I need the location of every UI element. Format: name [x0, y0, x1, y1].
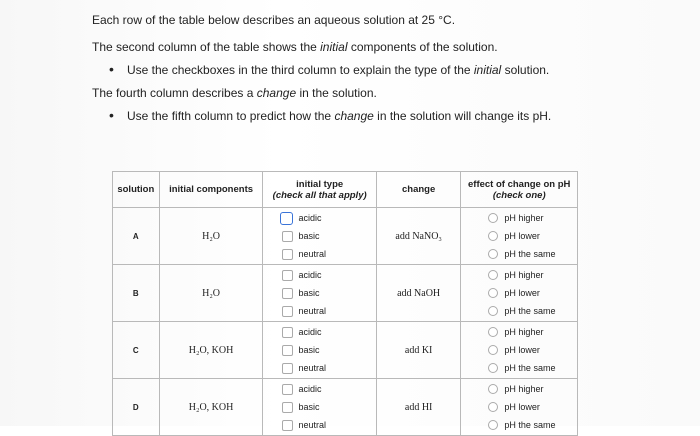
radio-button[interactable]: [488, 327, 498, 337]
solution-label: D: [113, 379, 160, 436]
radio-button[interactable]: [488, 384, 498, 394]
radio-label: pH higher: [504, 327, 544, 337]
initial-components: H₂O: [159, 208, 263, 265]
radio-button[interactable]: [488, 306, 498, 316]
type-option-neutral[interactable]: [264, 416, 374, 434]
checkbox-label: neutral: [298, 420, 327, 430]
solution-label: B: [113, 265, 160, 322]
table-row: [113, 379, 578, 436]
type-checkbox-group: [264, 266, 374, 320]
checkbox-label: basic: [298, 402, 320, 412]
instruction-bullets-1: [92, 62, 682, 78]
instruction-text: Use the checkboxes in the third column to explain the type of the: [127, 63, 474, 77]
header-effect-hint: (check one): [492, 189, 546, 201]
effect-radio-group: [462, 266, 576, 320]
checkbox[interactable]: [282, 306, 293, 317]
checkbox-label: basic: [298, 345, 320, 355]
type-option-acidic[interactable]: [264, 209, 374, 227]
type-checkbox-group: [264, 323, 374, 377]
checkbox[interactable]: [282, 420, 293, 431]
instruction-text: in the solution will change its pH.: [373, 109, 552, 123]
checkbox-label: basic: [298, 288, 320, 298]
instruction-emphasis: change: [334, 109, 374, 123]
checkbox-label: basic: [298, 231, 320, 241]
effect-radio-group: [462, 209, 576, 263]
initial-components: H₂O: [159, 265, 263, 322]
radio-button[interactable]: [488, 231, 498, 241]
instruction-line-2: [92, 39, 682, 55]
effect-cell: [461, 208, 578, 265]
effect-option-ph-lower[interactable]: [462, 398, 576, 416]
solution-label: A: [113, 208, 160, 265]
type-option-neutral[interactable]: [264, 245, 374, 263]
header-initial-type-hint: (check all that apply): [272, 189, 367, 201]
radio-label: pH lower: [504, 402, 540, 412]
checkbox-label: acidic: [298, 384, 322, 394]
type-option-basic[interactable]: [264, 398, 374, 416]
solution-label: C: [113, 322, 160, 379]
radio-button[interactable]: [488, 345, 498, 355]
type-option-acidic[interactable]: [264, 266, 374, 284]
instruction-text: The second column of the table shows the: [92, 40, 321, 54]
type-option-basic[interactable]: [264, 341, 374, 359]
checkbox[interactable]: [280, 212, 293, 225]
checkbox[interactable]: [282, 363, 293, 374]
checkbox-label: acidic: [298, 213, 322, 223]
type-option-neutral[interactable]: [264, 359, 374, 377]
initial-type-cell: [263, 265, 376, 322]
effect-option-ph-higher[interactable]: [462, 323, 576, 341]
effect-radio-group: [462, 323, 576, 377]
change-description: add KI: [376, 322, 461, 379]
instruction-line-3: [92, 85, 682, 101]
instruction-text: components of the solution.: [347, 40, 498, 54]
checkbox-label: neutral: [298, 306, 327, 316]
radio-label: pH the same: [504, 306, 556, 316]
change-description: add NaOH: [376, 265, 461, 322]
header-change: change: [376, 172, 461, 208]
instruction-line-1: [92, 12, 682, 28]
type-option-neutral[interactable]: [264, 302, 374, 320]
instruction-emphasis: initial: [473, 63, 502, 77]
initial-components: H₂O, KOH: [159, 379, 263, 436]
header-initial-type: [263, 172, 376, 208]
radio-button[interactable]: [488, 249, 498, 259]
radio-button[interactable]: [488, 270, 498, 280]
instruction-emphasis: initial: [320, 40, 348, 54]
change-description: add NaNO₃: [376, 208, 461, 265]
effect-option-ph-higher[interactable]: [462, 380, 576, 398]
radio-label: pH the same: [504, 363, 556, 373]
radio-button[interactable]: [488, 363, 498, 373]
radio-label: pH higher: [504, 270, 544, 280]
radio-label: pH lower: [504, 345, 540, 355]
instruction-emphasis: change: [256, 86, 297, 100]
type-option-acidic[interactable]: [264, 380, 374, 398]
initial-type-cell: [263, 208, 376, 265]
instruction-text: Each row of the table below describes an aqueous solution at 25 °C.: [92, 13, 456, 27]
effect-option-ph-higher[interactable]: [462, 266, 576, 284]
effect-cell: [461, 322, 578, 379]
radio-label: pH the same: [504, 249, 556, 259]
checkbox[interactable]: [282, 327, 293, 338]
checkbox[interactable]: [282, 345, 293, 356]
checkbox[interactable]: [282, 288, 293, 299]
radio-label: pH lower: [504, 288, 540, 298]
radio-label: pH higher: [504, 384, 544, 394]
effect-cell: [461, 265, 578, 322]
checkbox[interactable]: [282, 402, 293, 413]
instruction-bullets-2: [92, 108, 682, 124]
type-checkbox-group: [264, 209, 374, 263]
initial-type-cell: [263, 379, 376, 436]
instruction-text: in the solution.: [296, 86, 377, 100]
header-effect: [461, 172, 578, 208]
radio-label: pH lower: [504, 231, 540, 241]
checkbox-label: neutral: [298, 249, 327, 259]
type-option-basic[interactable]: [264, 284, 374, 302]
type-option-basic[interactable]: [264, 227, 374, 245]
radio-button[interactable]: [488, 402, 498, 412]
checkbox-label: acidic: [298, 327, 322, 337]
checkbox[interactable]: [282, 384, 293, 395]
instruction-text: solution.: [501, 63, 550, 77]
radio-button[interactable]: [488, 288, 498, 298]
radio-button[interactable]: [488, 420, 498, 430]
effect-option-ph-the-same[interactable]: [462, 302, 576, 320]
effect-option-ph-the-same[interactable]: [462, 416, 576, 434]
checkbox-label: neutral: [298, 363, 327, 373]
effect-option-ph-lower[interactable]: [462, 341, 576, 359]
effect-option-ph-lower[interactable]: [462, 284, 576, 302]
header-initial-components: initial components: [159, 172, 263, 208]
radio-label: pH the same: [504, 420, 556, 430]
effect-cell: [461, 379, 578, 436]
effect-option-ph-the-same[interactable]: [462, 359, 576, 377]
checkbox[interactable]: [282, 249, 293, 260]
checkbox[interactable]: [282, 270, 293, 281]
instruction-bullet: [119, 62, 682, 78]
instruction-text: Use the fifth column to predict how the: [127, 109, 335, 123]
radio-button[interactable]: [488, 213, 498, 223]
checkbox-label: acidic: [298, 270, 322, 280]
initial-type-cell: [263, 322, 376, 379]
instruction-text: The fourth column describes a: [92, 86, 257, 100]
instruction-bullet: [119, 108, 682, 124]
initial-components: H₂O, KOH: [159, 322, 263, 379]
table-header-row: [113, 172, 578, 208]
solutions-table: [112, 171, 578, 436]
header-initial-type-title: initial type: [296, 178, 344, 190]
effect-option-ph-higher[interactable]: [462, 209, 576, 227]
effect-option-ph-the-same[interactable]: [462, 245, 576, 263]
instructions: [92, 12, 682, 131]
header-solution: solution: [113, 172, 160, 208]
change-description: add HI: [376, 379, 461, 436]
table-body: [113, 208, 578, 436]
table-row: [113, 322, 578, 379]
type-option-acidic[interactable]: [264, 323, 374, 341]
effect-option-ph-lower[interactable]: [462, 227, 576, 245]
checkbox[interactable]: [282, 231, 293, 242]
table-row: [113, 265, 578, 322]
radio-label: pH higher: [504, 213, 544, 223]
table-row: [113, 208, 578, 265]
header-effect-title: effect of change on pH: [468, 178, 571, 190]
